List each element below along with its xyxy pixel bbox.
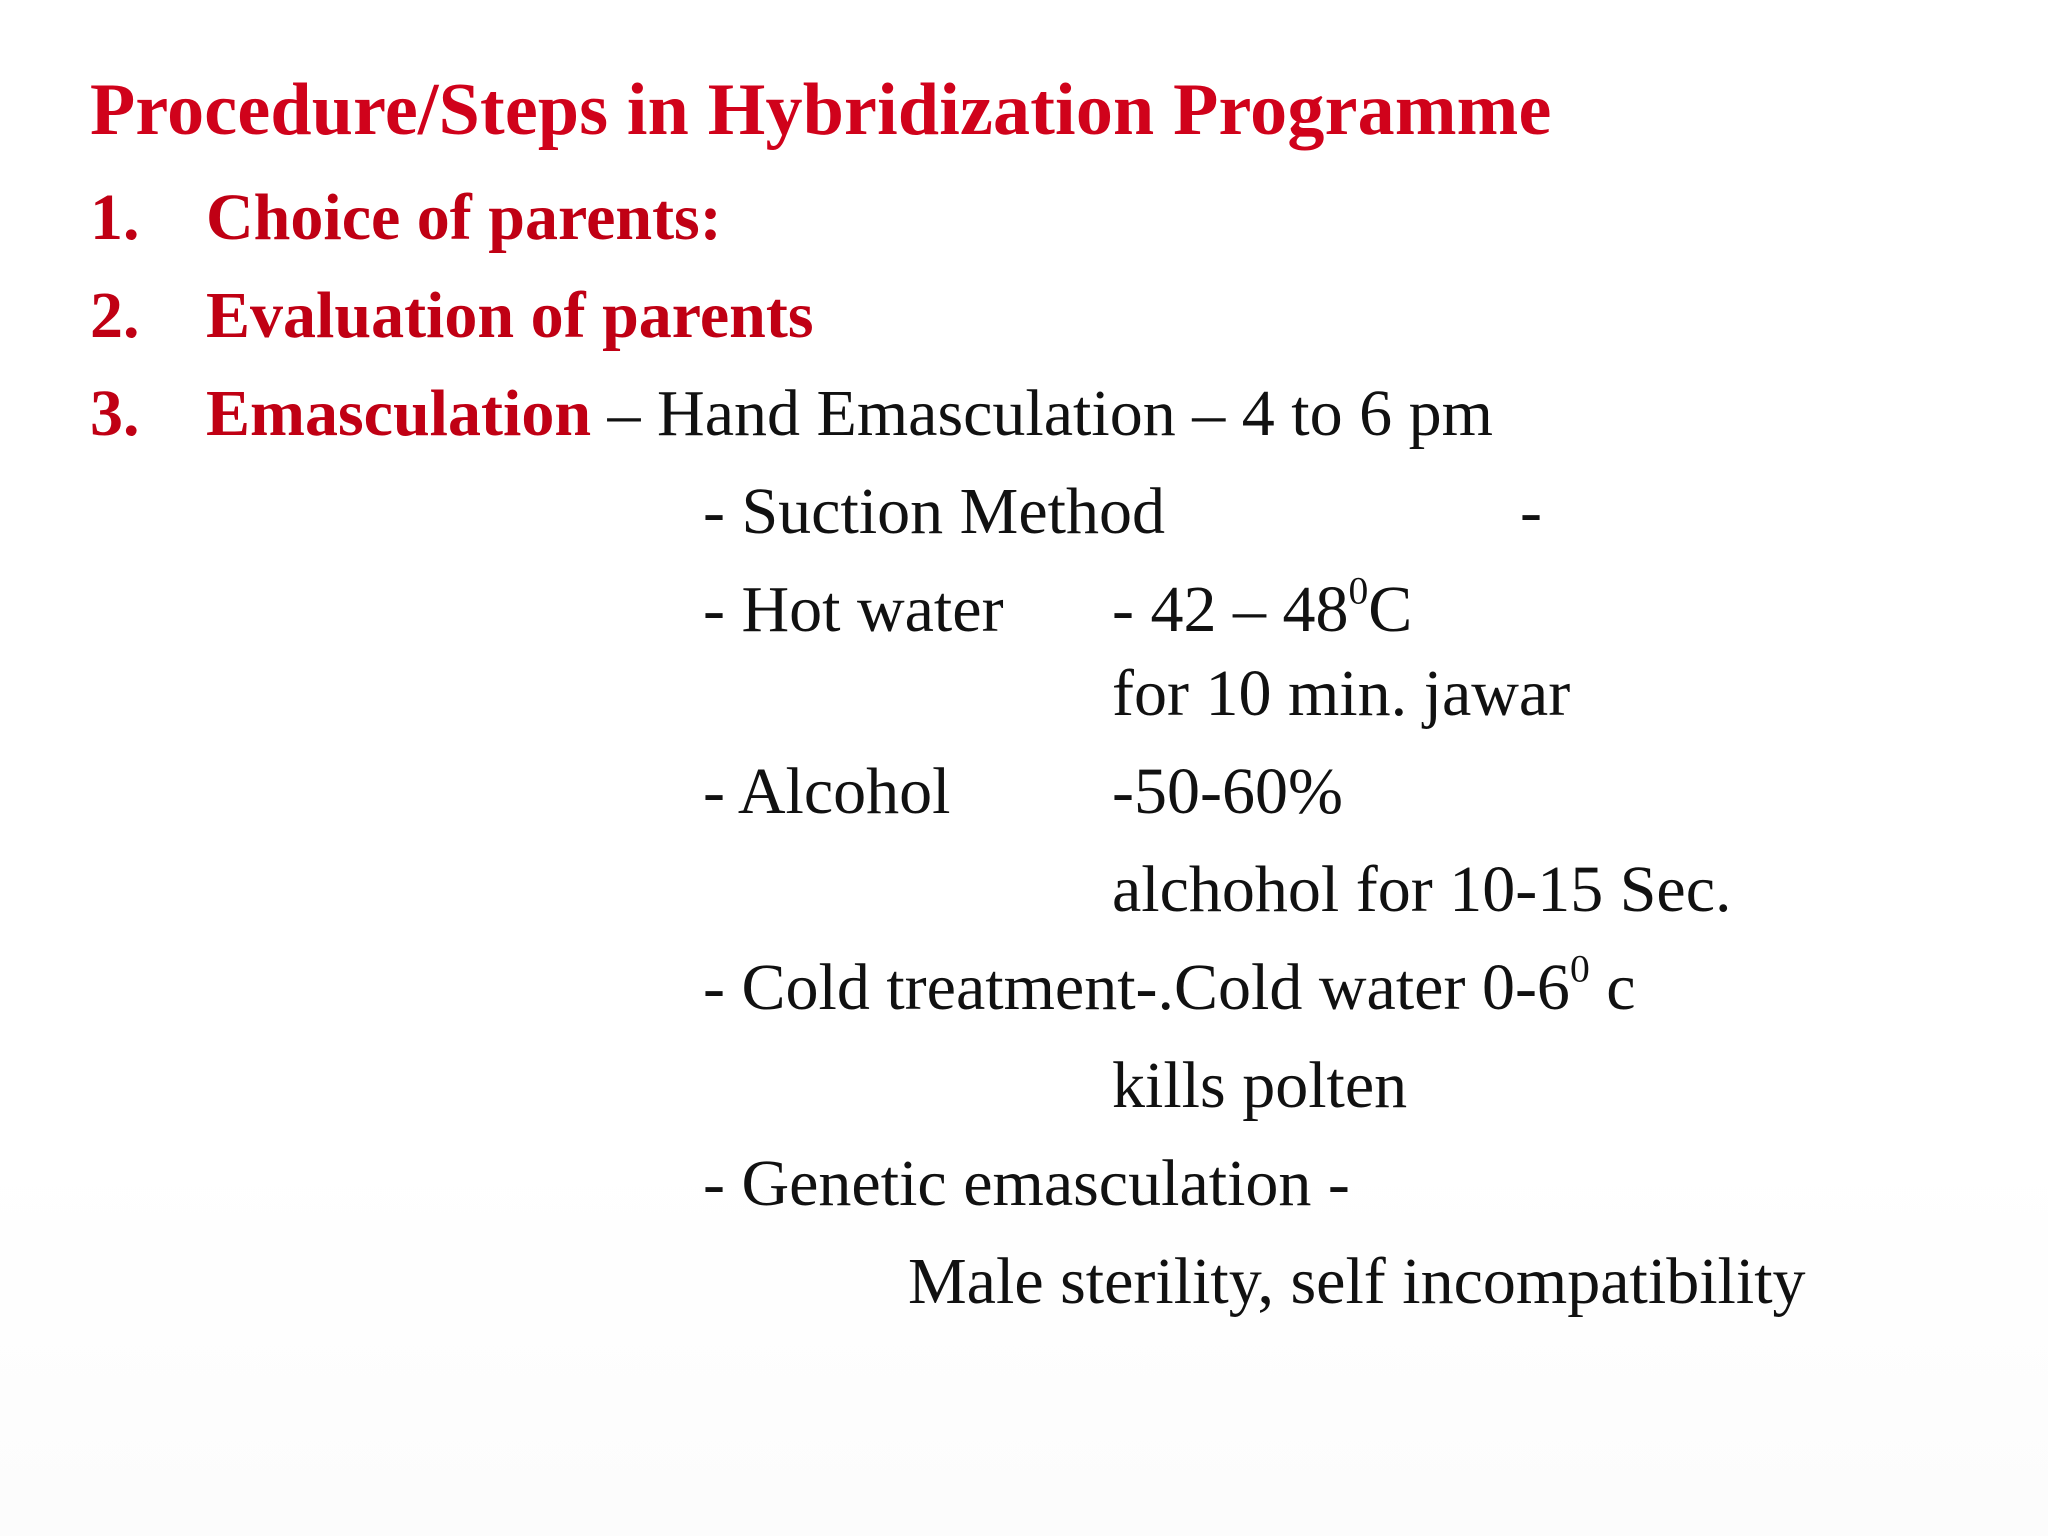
- step-3-number: 3.: [90, 377, 140, 450]
- step-1: [90, 182, 722, 255]
- hot-water-unit: C: [1368, 573, 1413, 646]
- hot-water-value-text: - 42 – 48: [1112, 573, 1349, 646]
- genetic-emasculation-label: - Genetic emasculation -: [703, 1147, 1350, 1220]
- step-2-label: Evaluation of parents: [206, 279, 814, 352]
- alcohol-value: -50-60%: [1112, 755, 1343, 828]
- cold-treatment-line: [703, 946, 1636, 1025]
- hot-water-value: [1112, 568, 1413, 647]
- suction-method-value: -: [1520, 475, 1542, 548]
- genetic-emasculation-note: Male sterility, self incompatibility: [908, 1245, 1806, 1318]
- slide-title: Procedure/Steps in Hybridization Programme: [90, 69, 1552, 151]
- step-1-number: 1.: [90, 181, 140, 254]
- cold-treatment-unit: c: [1589, 951, 1636, 1024]
- alcohol-label: - Alcohol: [703, 755, 951, 828]
- step-2: [90, 280, 814, 353]
- alcohol-note: alchohol for 10-15 Sec.: [1112, 853, 1732, 926]
- cold-treatment-note: kills polten: [1112, 1049, 1408, 1122]
- step-3: [90, 378, 1493, 451]
- step-1-label: Choice of parents:: [206, 181, 722, 254]
- step-2-number: 2.: [90, 279, 140, 352]
- hot-water-label: - Hot water: [703, 573, 1004, 646]
- suction-method-label: - Suction Method: [703, 475, 1165, 548]
- step-3-label: Emasculation: [206, 377, 592, 450]
- cold-treatment-text: - Cold treatment-.Cold water 0-6: [703, 951, 1570, 1024]
- step-3-detail: – Hand Emasculation – 4 to 6 pm: [591, 377, 1493, 450]
- degree-superscript: 0: [1348, 568, 1369, 613]
- hot-water-note: for 10 min. jawar: [1112, 657, 1571, 730]
- cold-degree-superscript: 0: [1569, 946, 1590, 991]
